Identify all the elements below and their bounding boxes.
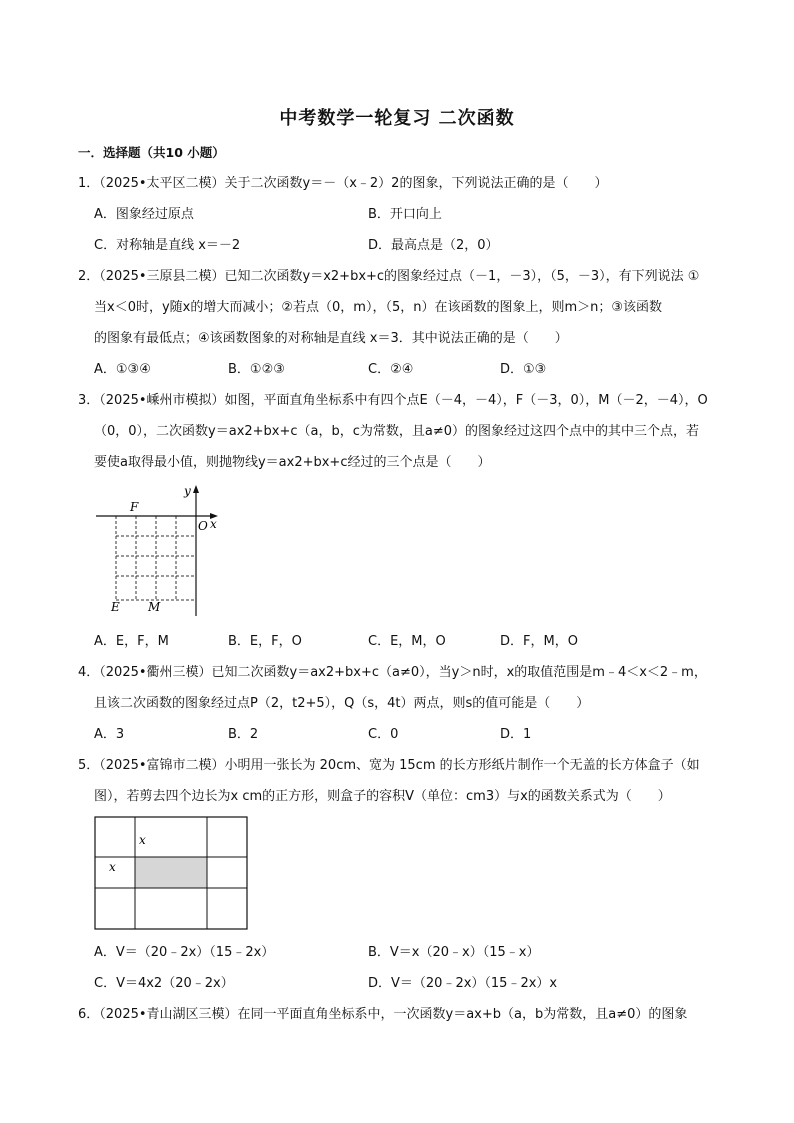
- question-2-stem-line-2: 当x＜0时，y随x的增大而减小；②若点（0，m），（5，n）在该函数的图象上，则m＞n；③该函数: [94, 300, 663, 315]
- q5-paper-cut-figure: [94, 816, 250, 932]
- q5-option-b: B．V＝x（20﹣x）（15﹣x）: [368, 945, 540, 960]
- q5-option-d: D．V＝（20﹣2x）（15﹣2x）x: [368, 976, 558, 991]
- question-6-stem-line-1: 6．（2025•青山湖区三模）在同一平面直角坐标系中，一次函数y＝ax+b（a，b为常数，且a≠0）的图象: [78, 1007, 688, 1022]
- question-5-stem-line-2: 图），若剪去四个边长为x cm的正方形，则盒子的容积V（单位：cm3）与x的函数关系式为（ ）: [94, 789, 671, 804]
- q2-option-d: D．①③: [500, 362, 547, 377]
- q2-option-c: C．②④: [368, 362, 414, 377]
- q5-option-c: C．V＝4x2（20﹣2x）: [94, 976, 234, 991]
- y-axis-arrow-icon: [193, 485, 199, 493]
- q4-option-a: A．3: [94, 727, 125, 742]
- q1-option-a: A．图象经过原点: [94, 207, 194, 222]
- q3-coordinate-grid-figure: [90, 480, 230, 620]
- q1-option-c: C．对称轴是直线 x＝－2: [94, 238, 241, 253]
- box-base-shaded: [135, 857, 207, 888]
- question-3-stem-line-1: 3．（2025•嵊州市模拟）如图，平面直角坐标系中有四个点E（－4，－4），F（－3，0），M（－2，－4），O: [78, 393, 708, 408]
- side-length-top-label: x: [139, 833, 146, 847]
- question-3-stem-line-3: 要使a取得最小值，则抛物线y＝ax2+bx+c经过的三个点是（ ）: [94, 455, 491, 470]
- point-e-label: E: [111, 600, 120, 614]
- q2-option-b: B．①②③: [228, 362, 285, 377]
- q2-option-a: A．①③④: [94, 362, 151, 377]
- origin-label: O: [198, 519, 208, 533]
- point-m-label: M: [148, 600, 161, 614]
- q3-option-a: A．E，F，M: [94, 634, 169, 649]
- q3-option-d: D．F，M，O: [500, 634, 578, 649]
- section-heading: 一．选择题（共10 小题）: [78, 145, 225, 160]
- point-f-label: F: [130, 500, 139, 514]
- question-1-stem: 1．（2025•太平区二模）关于二次函数y＝－（x﹣2）2的图象，下列说法正确的是（ ）: [78, 176, 608, 191]
- q3-option-c: C．E，M，O: [368, 634, 446, 649]
- question-4-stem-line-1: 4．（2025•衢州三模）已知二次函数y＝ax2+bx+c（a≠0），当y＞n时，x的取值范围是m﹣4＜x＜2﹣m，: [78, 665, 707, 680]
- page-title: 中考数学一轮复习 二次函数: [279, 108, 515, 129]
- q4-option-b: B．2: [228, 727, 259, 742]
- q3-option-b: B．E，F，O: [228, 634, 302, 649]
- question-2-stem-line-3: 的图象有最低点；④该函数图象的对称轴是直线 x＝3．其中说法正确的是（ ）: [94, 331, 568, 346]
- dashed-grid: [116, 516, 196, 600]
- q4-option-d: D．1: [500, 727, 532, 742]
- q5-option-a: A．V＝（20﹣2x）（15﹣2x）: [94, 945, 275, 960]
- question-4-stem-line-2: 且该二次函数的图象经过点P（2，t2+5），Q（s，4t）两点，则s的值可能是（ ）: [94, 696, 590, 711]
- x-axis-label: x: [210, 517, 217, 531]
- y-axis-label: y: [184, 484, 191, 498]
- question-2-stem-line-1: 2．（2025•三原县二模）已知二次函数y＝x2+bx+c的图象经过点（－1，－3），（5，－3），有下列说法 ①: [78, 269, 700, 284]
- q1-option-d: D．最高点是（2，0）: [368, 238, 499, 253]
- side-length-left-label: x: [109, 860, 116, 874]
- q4-option-c: C．0: [368, 727, 399, 742]
- question-3-stem-line-2: （0，0），二次函数y＝ax2+bx+c（a，b，c为常数，且a≠0）的图象经过这四个点中的其中三个点，若: [94, 424, 700, 439]
- question-5-stem-line-1: 5．（2025•富锦市二模）小明用一张长为 20cm、宽为 15cm 的长方形纸片制作一个无盖的长方体盒子（如: [78, 758, 700, 773]
- q1-option-b: B．开口向上: [368, 207, 442, 222]
